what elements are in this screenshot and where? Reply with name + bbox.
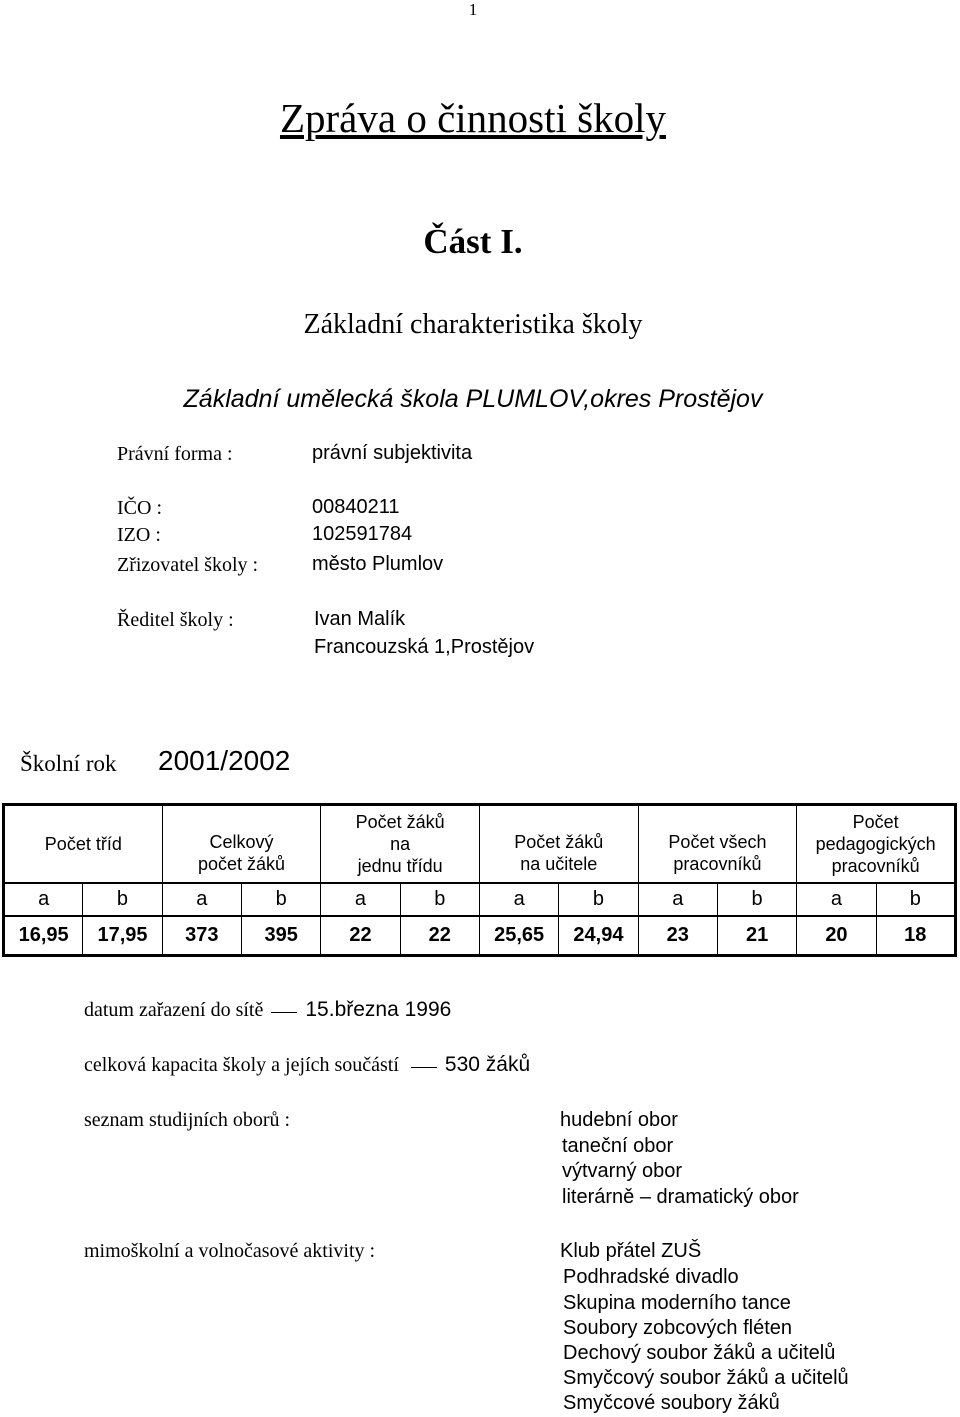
- subheader-cell: b: [717, 883, 796, 916]
- director-name: Ivan Malík: [314, 608, 406, 630]
- subheader-cell: a: [162, 883, 241, 916]
- study-field-item: taneční obor: [562, 1135, 674, 1157]
- header-pupils-per-class: Počet žáků na jednu třídu: [321, 805, 480, 884]
- value-cell: 23: [638, 916, 717, 956]
- director-label: Ředitel školy :: [117, 609, 234, 631]
- activities-label: mimoškolní a volnočasové aktivity :: [84, 1240, 376, 1262]
- study-field-item: hudební obor: [560, 1109, 678, 1131]
- legal-form-value: právní subjektivita: [312, 442, 473, 464]
- ico-label: IČO :: [117, 497, 162, 519]
- header-teaching-staff: Počet pedagogických pracovníků: [797, 805, 956, 884]
- header-class-count: Počet tříd: [4, 805, 163, 884]
- activity-item: Skupina moderního tance: [563, 1292, 791, 1314]
- header-total-pupils: Celkový počet žáků: [162, 805, 321, 884]
- header-pupils-per-teacher: Počet žáků na učitele: [479, 805, 638, 884]
- school-statistics-table: [2, 803, 957, 957]
- value-cell: 16,95: [4, 916, 83, 956]
- capacity-line: [84, 1053, 530, 1077]
- dash-separator: [271, 1012, 297, 1013]
- subheader-cell: a: [321, 883, 400, 916]
- value-cell: 21: [717, 916, 796, 956]
- capacity-value: 530 žáků: [444, 1053, 531, 1076]
- value-cell: 22: [321, 916, 400, 956]
- value-cell: 17,95: [83, 916, 162, 956]
- dash-separator: [411, 1067, 437, 1068]
- activity-item: Smyčcové soubory žáků: [563, 1392, 780, 1414]
- subheader-cell: a: [4, 883, 83, 916]
- activity-item: Klub přátel ZUŠ: [560, 1240, 702, 1262]
- table-subheader-row: [4, 883, 956, 916]
- school-name: Základní umělecká škola PLUMLOV,okres Prostějov: [183, 385, 763, 413]
- part-heading: Část I.: [423, 222, 523, 261]
- section-heading: Základní charakteristika školy: [303, 309, 643, 340]
- value-cell: 20: [797, 916, 876, 956]
- network-date-line: [84, 998, 451, 1022]
- izo-label: IZO :: [117, 524, 161, 546]
- value-cell: 25,65: [479, 916, 558, 956]
- izo-value: 102591784: [312, 523, 413, 545]
- ico-value: 00840211: [312, 496, 400, 518]
- value-cell: 22: [400, 916, 479, 956]
- school-year-value: 2001/2002: [158, 745, 291, 776]
- study-field-item: literárně – dramatický obor: [562, 1186, 799, 1208]
- activity-item: Soubory zobcových fléten: [563, 1317, 793, 1339]
- founder-value: město Plumlov: [312, 553, 444, 575]
- activity-item: Podhradské divadlo: [563, 1266, 739, 1288]
- legal-form-label: Právní forma :: [117, 443, 233, 465]
- founder-label: Zřizovatel školy :: [117, 554, 259, 576]
- subheader-cell: a: [479, 883, 558, 916]
- document-title: Zpráva o činnosti školy: [279, 95, 667, 141]
- capacity-label: celková kapacita školy a jejích součástí: [84, 1054, 399, 1076]
- school-year-label: Školní rok: [20, 751, 117, 776]
- activity-item: Smyčcový soubor žáků a učitelů: [563, 1367, 849, 1389]
- value-cell: 18: [876, 916, 955, 956]
- page-number: 1: [468, 0, 478, 19]
- value-cell: 373: [162, 916, 241, 956]
- subheader-cell: b: [83, 883, 162, 916]
- subheader-cell: a: [797, 883, 876, 916]
- study-fields-label: seznam studijních oborů :: [84, 1109, 291, 1131]
- network-date-label: datum zařazení do sítě: [84, 999, 264, 1021]
- subheader-cell: b: [241, 883, 320, 916]
- network-date-value: 15.března 1996: [305, 998, 452, 1021]
- subheader-cell: a: [638, 883, 717, 916]
- table-values-row: [4, 916, 956, 956]
- subheader-cell: b: [400, 883, 479, 916]
- value-cell: 395: [241, 916, 320, 956]
- header-all-staff: Počet všech pracovníků: [638, 805, 797, 884]
- value-cell: 24,94: [559, 916, 638, 956]
- subheader-cell: b: [559, 883, 638, 916]
- table-header-row: [4, 805, 956, 884]
- subheader-cell: b: [876, 883, 955, 916]
- director-address: Francouzská 1,Prostějov: [314, 636, 535, 658]
- study-field-item: výtvarný obor: [562, 1160, 683, 1182]
- activity-item: Dechový soubor žáků a učitelů: [563, 1342, 836, 1364]
